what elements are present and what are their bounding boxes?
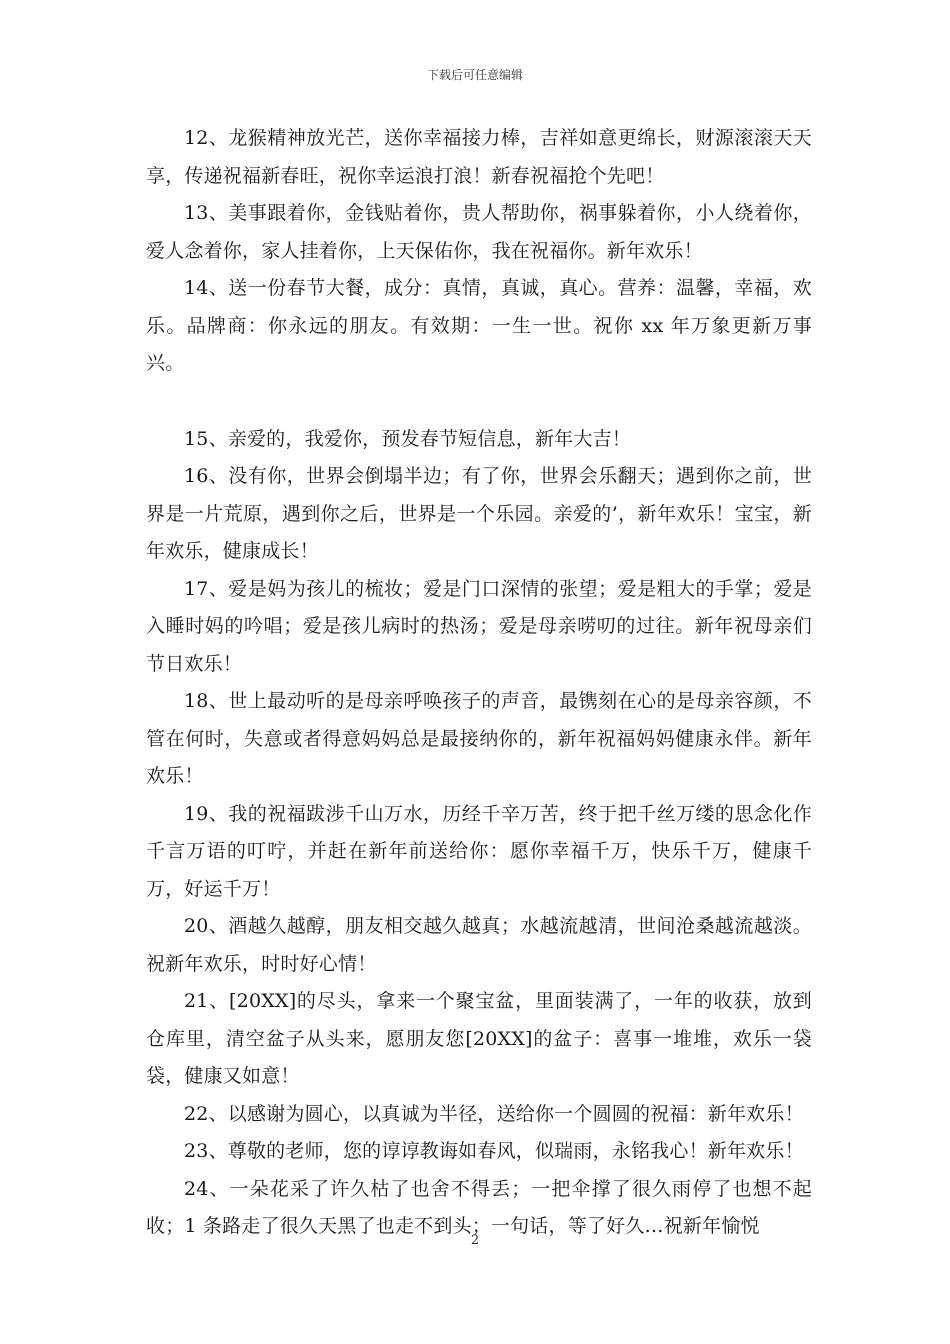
paragraph-17: 17、爱是妈为孩儿的梳妆；爱是门口深情的张望；爱是粗大的手掌；爱是入睡时妈的吟唱；爱是孩儿病时的热汤；爱是母亲唠叨的过往。新年祝母亲们节日欢乐！ — [146, 577, 812, 675]
page-header: 下载后可任意编辑 — [426, 68, 523, 82]
paragraph-14: 14、送一份春节大餐，成分：真情，真诚，真心。营养：温馨，幸福，欢乐。品牌商：你永远的朋友。有效期：一生一世。祝你 xx 年万象更新万事兴。 — [146, 277, 812, 374]
paragraph-24: 24、一朵花采了许久枯了也舍不得丢；一把伞撑了很久雨停了也想不起收；1 条路走了很久天黑了也走不到头；一句话，等了好久…祝新年愉悦 — [146, 1177, 812, 1237]
paragraph-18: 18、世上最动听的是母亲呼唤孩子的声音，最镌刻在心的是母亲容颜，不管在何时，失意或者得意妈妈总是最接纳你的，新年祝福妈妈健康永伴。新年欢乐！ — [146, 690, 812, 787]
page-number: 2 — [470, 1233, 480, 1248]
paragraph-20: 20、酒越久越醇，朋友相交越久越真；水越流越清，世间沧桑越流越淡。祝新年欢乐，时时好心情！ — [146, 915, 812, 975]
paragraph-22: 22、以感谢为圆心，以真诚为半径，送给你一个圆圆的祝福：新年欢乐！ — [184, 1102, 804, 1125]
paragraph-16: 16、没有你，世界会倒塌半边；有了你，世界会乐翻天；遇到你之前，世界是一片荒原，遇到你之后，世界是一个乐园。亲爱的’，新年欢乐！宝宝，新年欢乐，健康成长！ — [146, 465, 812, 562]
document-body — [146, 120, 812, 1246]
paragraph-13: 13、美事跟着你，金钱贴着你，贵人帮助你，祸事躲着你，小人绕着你，爱人念着你，家人挂着你，上天保佑你，我在祝福你。新年欢乐！ — [146, 202, 812, 262]
paragraph-19: 19、我的祝福跋涉千山万水，历经千辛万苦，终于把千丝万缕的思念化作千言万语的叮咛，并赶在新年前送给你：愿你幸福千万，快乐千万，健康千万，好运千万！ — [146, 802, 812, 900]
paragraph-15: 15、亲爱的，我爱你，预发春节短信息，新年大吉！ — [184, 427, 631, 450]
paragraph-21: 21、[20XX]的尽头，拿来一个聚宝盆，里面装满了，一年的收获，放到仓库里，清空盆子从头来，愿朋友您[20XX]的盆子：喜事一堆堆，欢乐一袋袋，健康又如意！ — [146, 990, 812, 1087]
paragraph-12: 12、龙猴精神放光芒，送你幸福接力棒，吉祥如意更绵长，财源滚滚天天享，传递祝福新春旺，祝你幸运浪打浪！新春祝福抢个先吧！ — [146, 127, 812, 187]
paragraph-23: 23、尊敬的老师，您的谆谆教诲如春风，似瑞雨，永铭我心！新年欢乐！ — [184, 1140, 804, 1162]
